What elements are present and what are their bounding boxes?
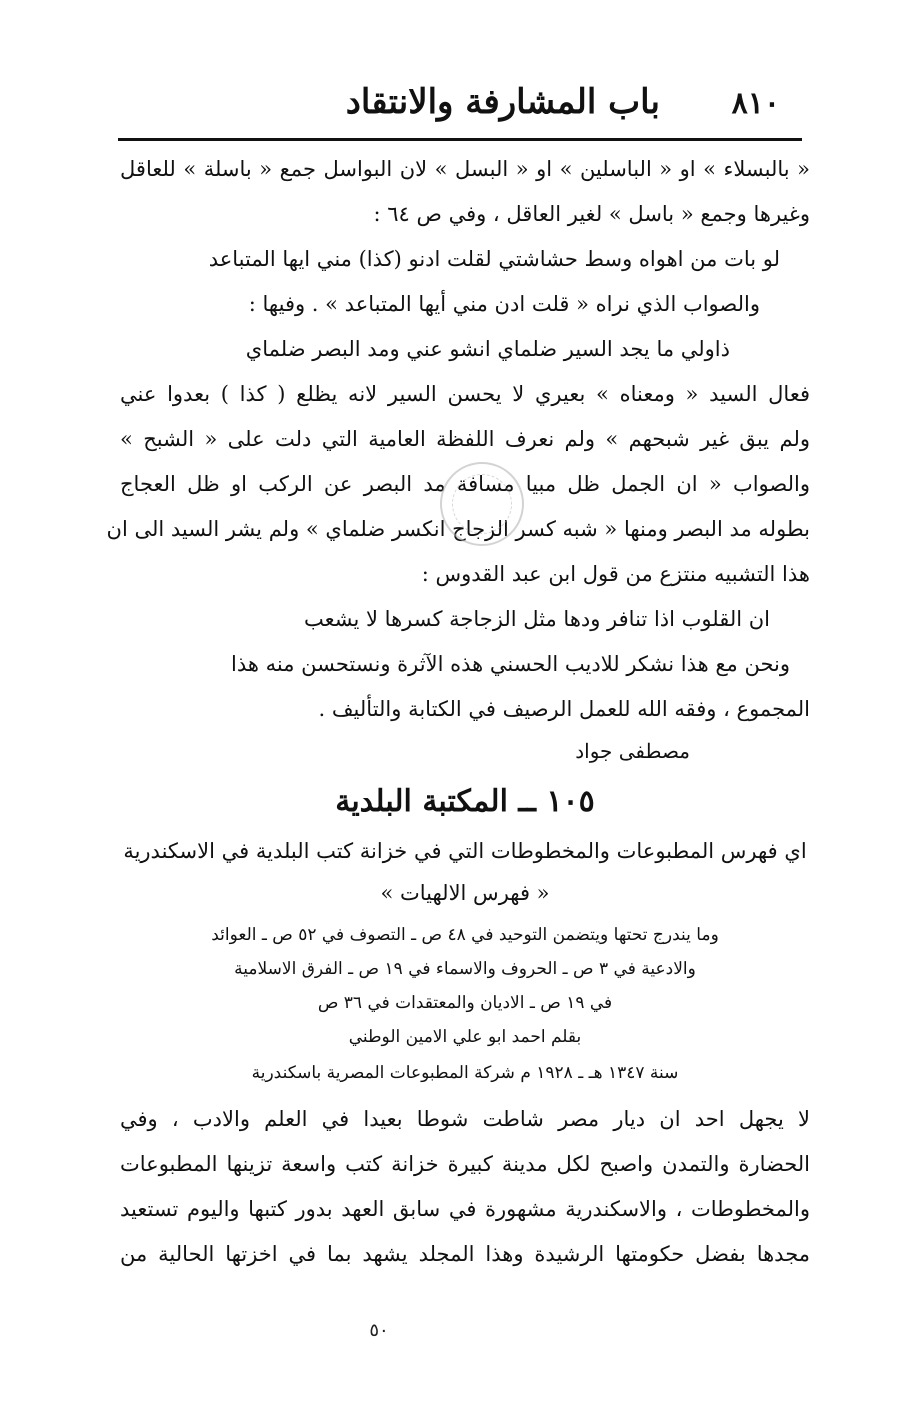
- body-line: والمخطوطات ، والاسكندرية مشهورة في سابق العهد بدور كتبها واليوم تستعيد: [120, 1197, 810, 1221]
- section-detail: في ١٩ ص ـ الاديان والمعتقدات في ٣٦ ص: [317, 993, 613, 1013]
- section-author: بقلم احمد ابو علي الامين الوطني: [348, 1027, 582, 1047]
- header-rule: [118, 138, 802, 141]
- library-stamp: [440, 462, 524, 546]
- page-number: ٨١٠: [731, 86, 780, 121]
- section-detail: والادعية في ٣ ص ـ الحروف والاسماء في ١٩ ص ـ الفرق الاسلامية: [234, 959, 696, 979]
- body-line: مجدها بفضل حكومتها الرشيدة وهذا المجلد يشهد بما في اخزتها الحالية من: [120, 1242, 810, 1266]
- running-title: باب المشارفة والانتقاد: [345, 82, 660, 122]
- footer-mark: ٥٠: [369, 1320, 389, 1341]
- section-subheading: « فهرس الالهيات »: [380, 881, 550, 905]
- body-line: لا يجهل احد ان ديار مصر شاطت شوطا بعيدا في العلم والادب ، وفي: [120, 1107, 810, 1131]
- section-subtitle: اي فهرس المطبوعات والمخطوطات التي في خزانة كتب البلدية في الاسكندرية: [123, 839, 807, 863]
- section-title: ١٠٥ ــ المكتبة البلدية: [335, 784, 595, 819]
- verse-line: لو بات من اهواه وسط حشاشتي لقلت ادنو (كذا) مني ايها المتباعد: [208, 247, 780, 271]
- body-line: « بالبسلاء » او « الباسلين » او « البسل » لان البواسل جمع « باسلة » للعاقل: [120, 157, 810, 181]
- body-line: فعال السيد « ومعناه » بعيري لا يحسن السير لانه يظلع ( كذا ) بعدوا عني: [120, 382, 810, 406]
- body-line: وغيرها وجمع « باسل » لغير العاقل ، وفي ص ٦٤ :: [373, 202, 810, 226]
- body-line: المجموع ، وفقه الله للعمل الرصيف في الكتابة والتأليف .: [318, 697, 810, 721]
- body-line: هذا التشبيه منتزع من قول ابن عبد القدوس :: [421, 562, 810, 586]
- body-line: والصواب الذي نراه « قلت ادن مني أيها المتباعد » . وفيها :: [248, 292, 760, 316]
- verse-line: ذاولي ما يجد السير ضلماي انشو عني ومد البصر ضلماي: [245, 337, 730, 361]
- body-line: الحضارة والتمدن واصبح لكل مدينة كبيرة خزانة كتب واسعة تزينها المطبوعات: [120, 1152, 810, 1176]
- body-line: ونحن مع هذا نشكر للاديب الحسني هذه الآثرة ونستحسن منه هذا: [231, 652, 790, 676]
- body-line: ولم يبق غير شبحهم » ولم نعرف اللفظة العامية التي دلت على « الشبح »: [120, 427, 810, 451]
- page-header: [140, 80, 780, 128]
- body-line: والصواب « ان الجمل ظل مبيا مسافة مد البصر عن الركب او ظل العجاج: [120, 472, 810, 496]
- author-signature: مصطفى جواد: [575, 739, 690, 763]
- verse-line: ان القلوب اذا تنافر ودها مثل الزجاجة كسرها لا يشعب: [304, 607, 770, 631]
- body-line: بطوله مد البصر ومنها « شبه كسر الزجاج انكسر ضلماي » ولم يشر السيد الى ان: [106, 517, 810, 541]
- section-detail: وما يندرج تحتها ويتضمن التوحيد في ٤٨ ص ـ التصوف في ٥٢ ص ـ العوائد: [211, 925, 719, 945]
- section-publication: سنة ١٣٤٧ هـ ـ ١٩٢٨ م شركة المطبوعات المصرية باسكندرية: [251, 1063, 679, 1083]
